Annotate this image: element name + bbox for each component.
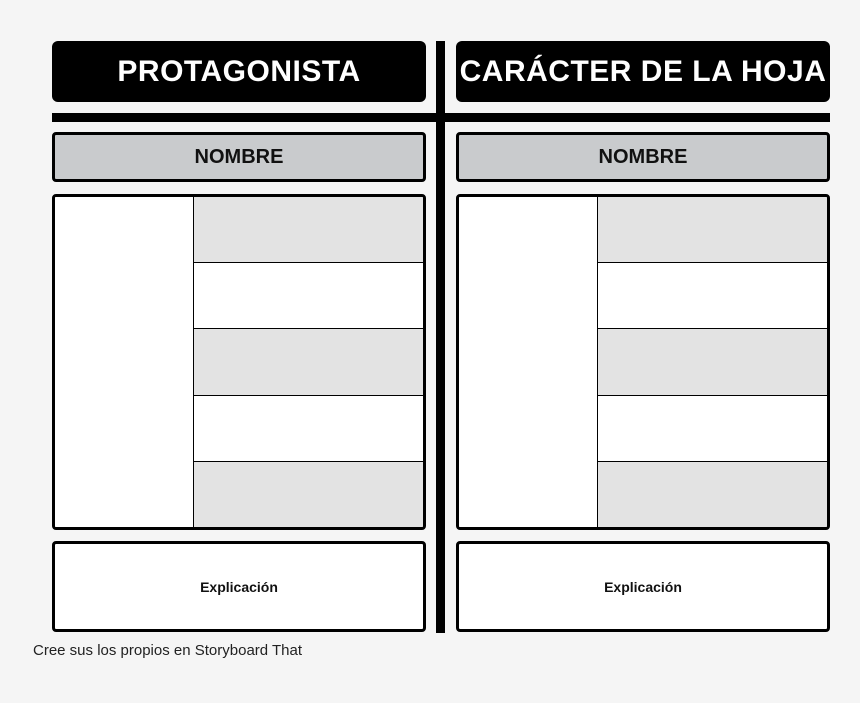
trait-grid-right	[456, 194, 830, 530]
trait-row[interactable]	[598, 197, 827, 263]
footer-credit: Cree sus los propios en Storyboard That	[33, 642, 303, 659]
explanation-box-left[interactable]: Explicación	[52, 541, 426, 632]
trait-row[interactable]	[194, 396, 423, 462]
portrait-cell-right[interactable]	[459, 197, 598, 527]
explanation-box-right[interactable]: Explicación	[456, 541, 830, 632]
trait-row[interactable]	[194, 263, 423, 329]
header-foil-character: CARÁCTER DE LA HOJA	[456, 41, 830, 102]
trait-row[interactable]	[194, 462, 423, 527]
vertical-divider	[436, 41, 445, 633]
name-field-right[interactable]: NOMBRE	[456, 132, 830, 182]
trait-rows-right	[598, 197, 827, 527]
header-protagonist: PROTAGONISTA	[52, 41, 426, 102]
trait-row[interactable]	[598, 329, 827, 395]
trait-row[interactable]	[194, 197, 423, 263]
trait-row[interactable]	[598, 462, 827, 527]
name-field-left[interactable]: NOMBRE	[52, 132, 426, 182]
portrait-cell-left[interactable]	[55, 197, 194, 527]
trait-row[interactable]	[598, 263, 827, 329]
trait-row[interactable]	[598, 396, 827, 462]
trait-grid-left	[52, 194, 426, 530]
trait-rows-left	[194, 197, 423, 527]
trait-row[interactable]	[194, 329, 423, 395]
